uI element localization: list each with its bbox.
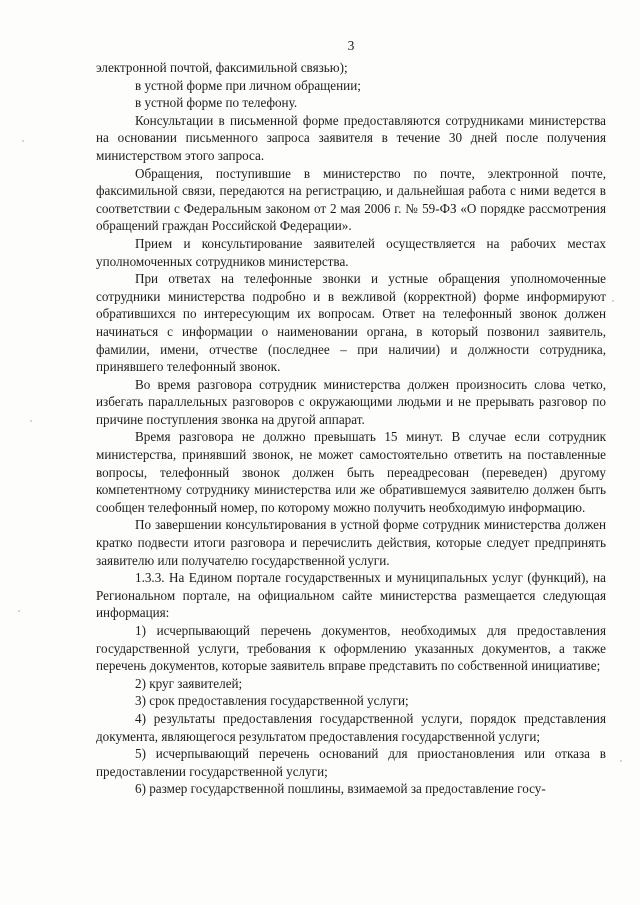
paragraph-section-1-3-3: 1.3.3. На Едином портале государственных и муниципальных услуг (функций), на Региональном портале, на официальном сайте министерства размещается следующая информация: bbox=[96, 570, 606, 621]
list-item-in-person: в устной форме при личном обращении; bbox=[135, 77, 361, 93]
list-item-3-term: 3) срок предоставления государственной услуги; bbox=[135, 693, 409, 709]
paragraph-phone-answers: При ответах на телефонные звонки и устные обращения уполномоченные сотрудники министерства подробно и в вежливой (корректной) форме информируют обратившихся по интересующим их вопросам. Ответ на телефонный звонок должен начинаться с информации о наименовании органа, в который позвонил заявитель, фамилии, имени, отчестве (последнее – при наличии) и должности сотрудника, принявшего телефонный звонок. bbox=[96, 271, 606, 375]
scan-speck bbox=[22, 140, 24, 142]
scan-speck bbox=[30, 420, 32, 422]
list-item-by-phone: в устной форме по телефону. bbox=[135, 95, 298, 111]
paragraph-written-consultations: Консультации в письменной форме предоставляются сотрудниками министерства на основании письменного запроса заявителя в течение 30 дней после получения министерством этого запроса. bbox=[96, 112, 606, 163]
paragraph-conversation-rules: Во время разговора сотрудник министерства должен произносить слова четко, избегать параллельных разговоров с окружающими людьми и не прерывать разговор по причине поступления звонка на другой аппарат. bbox=[96, 376, 606, 427]
page-number: 3 bbox=[347, 38, 355, 53]
list-item-1-documents: 1) исчерпывающий перечень документов, необходимых для предоставления государственной услуги, требования к оформлению указанных документов, а также перечень документов, которые заявитель вправе представить по собственной инициативе; bbox=[96, 623, 606, 674]
scan-speck bbox=[620, 760, 622, 762]
scan-speck bbox=[612, 300, 614, 302]
list-item-6-state-fee: 6) размер государственной пошлины, взимаемой за предоставление госу- bbox=[135, 781, 546, 797]
paragraph-continuation: электронной почтой, факсимильной связью); bbox=[96, 60, 348, 75]
paragraph-conversation-duration: Время разговора не должно превышать 15 минут. В случае если сотрудник министерства, принявший звонок, не может самостоятельно ответить на поставленные вопросы, телефонный звонок должен быть переадресован (переведен) другому компетентному сотруднику министерства или же обратившемуся заявителю должен быть сообщен телефонный номер, по которому можно получить необходимую информацию. bbox=[96, 429, 606, 515]
scan-speck bbox=[18, 610, 20, 612]
paragraph-reception-workplaces: Прием и консультирование заявителей осуществляется на рабочих местах уполномоченных сотрудников министерства. bbox=[96, 235, 606, 269]
list-item-2-applicants: 2) круг заявителей; bbox=[135, 675, 243, 691]
paragraph-registration-of-appeals: Обращения, поступившие в министерство по почте, электронной почте, факсимильной связи, передаются на регистрацию, и дальнейшая работа с ними ведется в соответствии с Федеральным законом от 2 мая 2006 г. № 59-ФЗ «О порядке рассмотрения обращений граждан Российской Федерации». bbox=[96, 165, 606, 234]
list-item-4-results: 4) результаты предоставления государственной услуги, порядок представления документа, являющегося результатом предоставления государственной услуги; bbox=[96, 710, 606, 744]
list-item-5-grounds: 5) исчерпывающий перечень оснований для приостановления или отказа в предоставлении государственной услуги; bbox=[96, 746, 606, 779]
paragraph-consultation-summary: По завершении консультирования в устной форме сотрудник министерства должен кратко подвести итоги разговора и перечислить действия, которые следует предпринять заявителю или получателю государственной услуги. bbox=[96, 517, 606, 568]
